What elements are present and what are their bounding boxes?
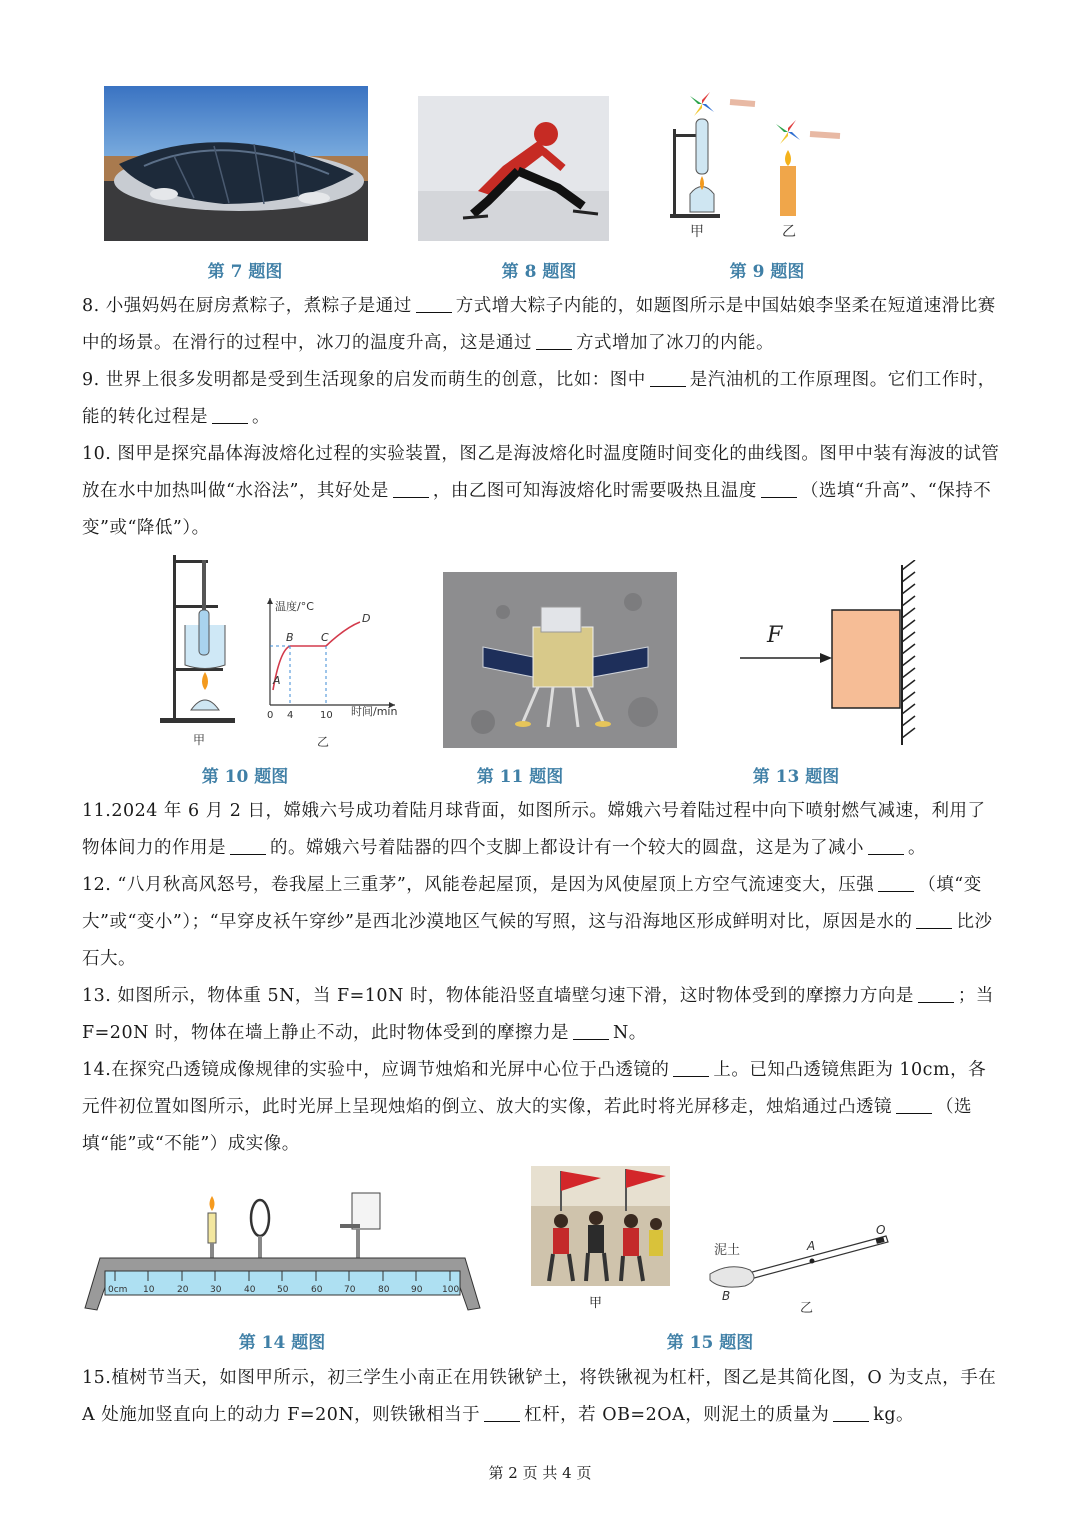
question-15-text-3: kg。 — [873, 1405, 915, 1425]
figure-10-point-a: A — [273, 674, 281, 687]
figure-15-tree-planting-photo — [531, 1166, 670, 1286]
figure-7-caption: 第 7 题图 — [207, 262, 283, 282]
question-12-text-3: 比沙石大。 — [82, 912, 993, 969]
figure-9-label-yi: 乙 — [782, 224, 796, 240]
figure-15-point-o: O — [876, 1223, 886, 1237]
question-14-text-1: 14.在探究凸透镜成像规律的实验中，应调节烛焰和光屏中心位于凸透镜的 — [82, 1060, 670, 1080]
question-9-blank-1[interactable] — [650, 369, 686, 388]
question-8-blank-2[interactable] — [536, 332, 572, 351]
figure-15-label-yi: 乙 — [800, 1301, 814, 1316]
figure-14-caption: 第 14 题图 — [238, 1333, 326, 1353]
question-10-blank-2[interactable] — [761, 480, 797, 499]
figure-15-point-a: A — [807, 1239, 816, 1253]
figure-10-caption: 第 10 题图 — [201, 767, 289, 787]
figure-10-label-jia: 甲 — [193, 733, 206, 747]
question-12 — [82, 867, 1002, 978]
figure-14-tick-0: 0cm — [108, 1285, 128, 1295]
question-10-text-2: ，由乙图可知海波熔化时需要吸热且温度 — [432, 481, 757, 501]
figure-15-caption: 第 15 题图 — [666, 1333, 754, 1353]
question-8-text-1: 8. 小强妈妈在厨房煮粽子，煮粽子是通过 — [82, 296, 412, 316]
question-15-text-1: 15.植树节当天，如图甲所示，初三学生小南正在用铁锹铲土，将铁锹视为杠杆，图乙是其简化图，O 为支点，手在 A 处施加竖直向上的动力 F=20N，则铁锹相当于 — [82, 1368, 997, 1425]
figure-14-tick-40: 40 — [244, 1285, 256, 1295]
question-15-blank-2[interactable] — [833, 1404, 869, 1423]
question-12-blank-2[interactable] — [916, 911, 952, 930]
figure-15-lever-diagram — [700, 1218, 900, 1318]
question-10-text-3: （选填“升高”、“保持不变”或“降低”）。 — [82, 481, 992, 538]
question-10 — [82, 436, 1002, 547]
question-11-text-2: 的。嫦娥六号着陆器的四个支脚上都设计有一个较大的圆盘，这是为了减小 — [270, 838, 864, 858]
question-8-blank-1[interactable] — [416, 295, 452, 314]
question-9-blank-2[interactable] — [212, 406, 248, 425]
figure-13-force-label: F — [767, 623, 783, 648]
question-14 — [82, 1052, 1002, 1163]
figure-15-label-jia: 甲 — [589, 1296, 603, 1311]
question-12-blank-1[interactable] — [878, 874, 914, 893]
question-11-text-1: 11.2024 年 6 月 2 日，嫦娥六号成功着陆月球背面，如图所示。嫦娥六号着陆过程中向下喷射燃气减速，利用了物体间力的作用是 — [82, 801, 986, 858]
figure-10-tick-10: 10 — [320, 710, 333, 721]
figure-13-block-against-wall — [735, 560, 925, 750]
question-15 — [82, 1360, 1002, 1434]
figure-10-point-b: B — [286, 631, 294, 644]
figure-9-pinwheel-apparatus — [660, 84, 860, 246]
question-10-text-1: 10. 图甲是探究晶体海波熔化过程的实验装置，图乙是海波熔化时温度随时间变化的曲线图。图甲中装有海波的试管放在水中加热叫做“水浴法”，其好处是 — [82, 444, 1000, 501]
figure-10-point-c: C — [321, 631, 329, 644]
question-13-text-3: N。 — [612, 1023, 647, 1043]
question-12-text-2: （填“变大”或“变小”）；“早穿皮袄午穿纱”是西北沙漠地区气候的写照，这与沿海地区形成鲜明对比，原因是水的 — [82, 875, 982, 932]
figure-10-xlabel: 时间/min — [351, 705, 398, 718]
question-14-blank-2[interactable] — [896, 1096, 932, 1115]
question-15-text-2: 杠杆，若 OB=2OA，则泥土的质量为 — [524, 1405, 830, 1425]
question-11 — [82, 793, 1002, 867]
figure-14-tick-60: 60 — [311, 1285, 323, 1295]
question-8 — [82, 288, 1002, 362]
question-13-text-1: 13. 如图所示，物体重 5N，当 F=10N 时，物体能沿竖直墙壁匀速下滑，这时物体受到的摩擦力方向是 — [82, 986, 914, 1006]
figure-10-label-yi: 乙 — [317, 735, 330, 749]
figure-10-ylabel: 温度/°C — [275, 600, 314, 613]
question-11-blank-2[interactable] — [868, 837, 904, 856]
question-8-text-3: 方式增加了冰刀的内能。 — [576, 333, 774, 353]
question-14-text-3: （选填“能”或“不能”）成实像。 — [82, 1097, 972, 1154]
question-13 — [82, 978, 1002, 1052]
figure-14-tick-30: 30 — [210, 1285, 222, 1295]
question-13-blank-1[interactable] — [918, 985, 954, 1004]
question-13-text-2: ；当 F=20N 时，物体在墙上静止不动，此时物体受到的摩擦力是 — [82, 986, 994, 1043]
question-9-text-3: 。 — [252, 407, 270, 427]
question-11-text-3: 。 — [908, 838, 926, 858]
figure-14-tick-80: 80 — [378, 1285, 390, 1295]
figure-14-optical-bench — [80, 1188, 485, 1318]
question-10-blank-1[interactable] — [393, 480, 429, 499]
question-9-text-1: 9. 世界上很多发明都是受到生活现象的启发而萌生的创意，比如：图中 — [82, 370, 646, 390]
figure-8-caption: 第 8 题图 — [501, 262, 577, 282]
question-15-blank-1[interactable] — [484, 1404, 520, 1423]
figure-9-caption: 第 9 题图 — [729, 262, 805, 282]
figure-10-apparatus-and-graph — [155, 550, 415, 750]
figure-11-caption: 第 11 题图 — [476, 767, 564, 787]
figure-8-speed-skater-photo — [418, 96, 609, 241]
question-9 — [82, 362, 1002, 436]
question-8-text-2: 方式增大粽子内能的，如题图所示是中国姑娘李坚柔在短道速滑比赛中的场景。在滑行的过程中，冰刀的温度升高，这是通过 — [82, 296, 996, 353]
figure-10-tick-4: 4 — [287, 710, 294, 721]
question-14-blank-1[interactable] — [673, 1059, 709, 1078]
figure-10-point-d: D — [362, 612, 371, 625]
figure-14-tick-70: 70 — [344, 1285, 356, 1295]
question-13-blank-2[interactable] — [573, 1022, 609, 1041]
page-footer: 第 2 页 共 4 页 — [488, 1464, 592, 1482]
question-9-text-2: 是汽油机的工作原理图。它们工作时，能的转化过程是 — [82, 370, 996, 427]
figure-10-tick-0: 0 — [267, 710, 274, 721]
figure-11-lunar-lander-photo — [443, 572, 677, 748]
figure-14-tick-90: 90 — [411, 1285, 423, 1295]
figure-15-point-b: B — [722, 1289, 731, 1303]
figure-7-solar-car-photo — [104, 86, 368, 241]
figure-14-tick-50: 50 — [277, 1285, 289, 1295]
figure-15-soil-label: 泥土 — [714, 1243, 741, 1258]
question-12-text-1: 12. “八月秋高风怒号，卷我屋上三重茅”，风能卷起屋顶，是因为风使屋顶上方空气流速变大，压强 — [82, 875, 875, 895]
question-14-text-2: 上。已知凸透镜焦距为 10cm，各元件初位置如图所示，此时光屏上呈现烛焰的倒立、放大的实像，若此时将光屏移走，烛焰通过凸透镜 — [82, 1060, 987, 1117]
figure-14-tick-10: 10 — [143, 1285, 155, 1295]
question-11-blank-1[interactable] — [230, 837, 266, 856]
figure-13-caption: 第 13 题图 — [752, 767, 840, 787]
figure-14-tick-20: 20 — [177, 1285, 189, 1295]
figure-9-label-jia: 甲 — [690, 224, 704, 240]
figure-14-tick-100: 100 — [442, 1285, 460, 1295]
